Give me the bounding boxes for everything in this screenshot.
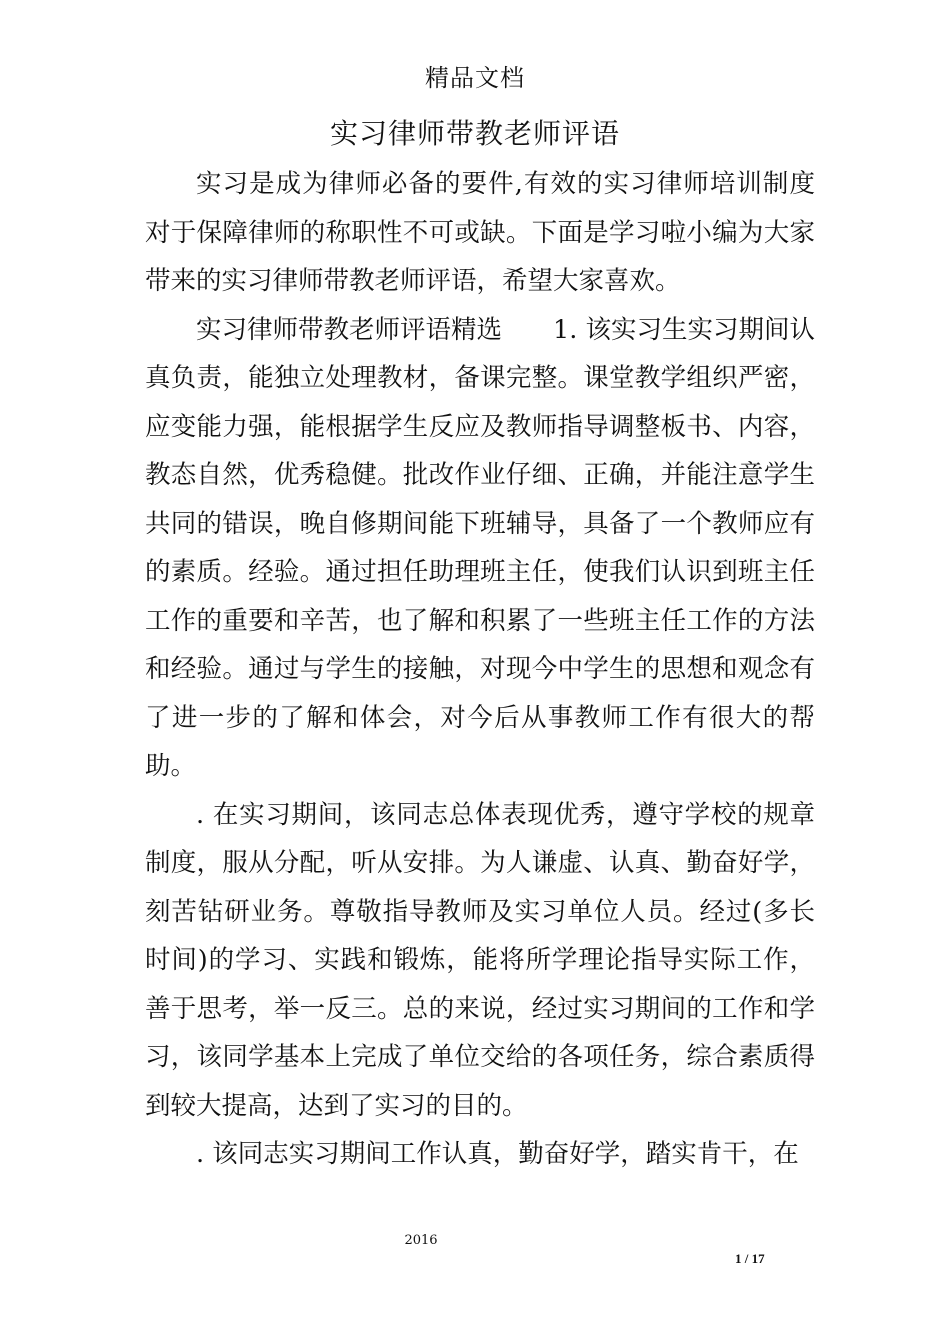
document-body	[145, 160, 815, 1179]
paragraph-intro: 实习是成为律师必备的要件,有效的实习律师培训制度对于保障律师的称职性不可或缺。下面是学习啦小编为大家带来的实习律师带教老师评语，希望大家喜欢。	[145, 169, 815, 296]
footer-year: 2016	[404, 1233, 438, 1248]
document-header: 精品文档	[425, 64, 525, 92]
document-title: 实习律师带教老师评语	[329, 117, 620, 150]
page-number: 1 / 17	[735, 1251, 765, 1266]
paragraph-comment-2: . 在实习期间，该同志总体表现优秀，遵守学校的规章制度，服从分配，听从安排。为人谦虚、认真、勤奋好学，刻苦钻研业务。尊敬指导教师及实习单位人员。经过(多长时间)的学习、实践和锻炼，能将所学理论指导实际工作，善于思考，举一反三。总的来说，经过实习期间的工作和学习，该同学基本上完成了单位交给的各项任务，综合素质得到较大提高，达到了实习的目的。	[145, 799, 815, 1121]
paragraph-comment-1: 实习律师带教老师评语精选 1. 该实习生实习期间认真负责，能独立处理教材，备课完整。课堂教学组织严密，应变能力强，能根据学生反应及教师指导调整板书、内容，教态自然，优秀稳健。批改作业仔细、正确，并能注意学生共同的错误，晚自修期间能下班辅导，具备了一个教师应有的素质。经验。通过担任助理班主任，使我们认识到班主任工作的重要和辛苦，也了解和积累了一些班主任工作的方法和经验。通过与学生的接触，对现今中学生的思想和观念有了进一步的了解和体会，对今后从事教师工作有很大的帮助。	[145, 314, 815, 781]
paragraph-comment-3: . 该同志实习期间工作认真，勤奋好学，踏实肯干，在	[196, 1139, 799, 1169]
